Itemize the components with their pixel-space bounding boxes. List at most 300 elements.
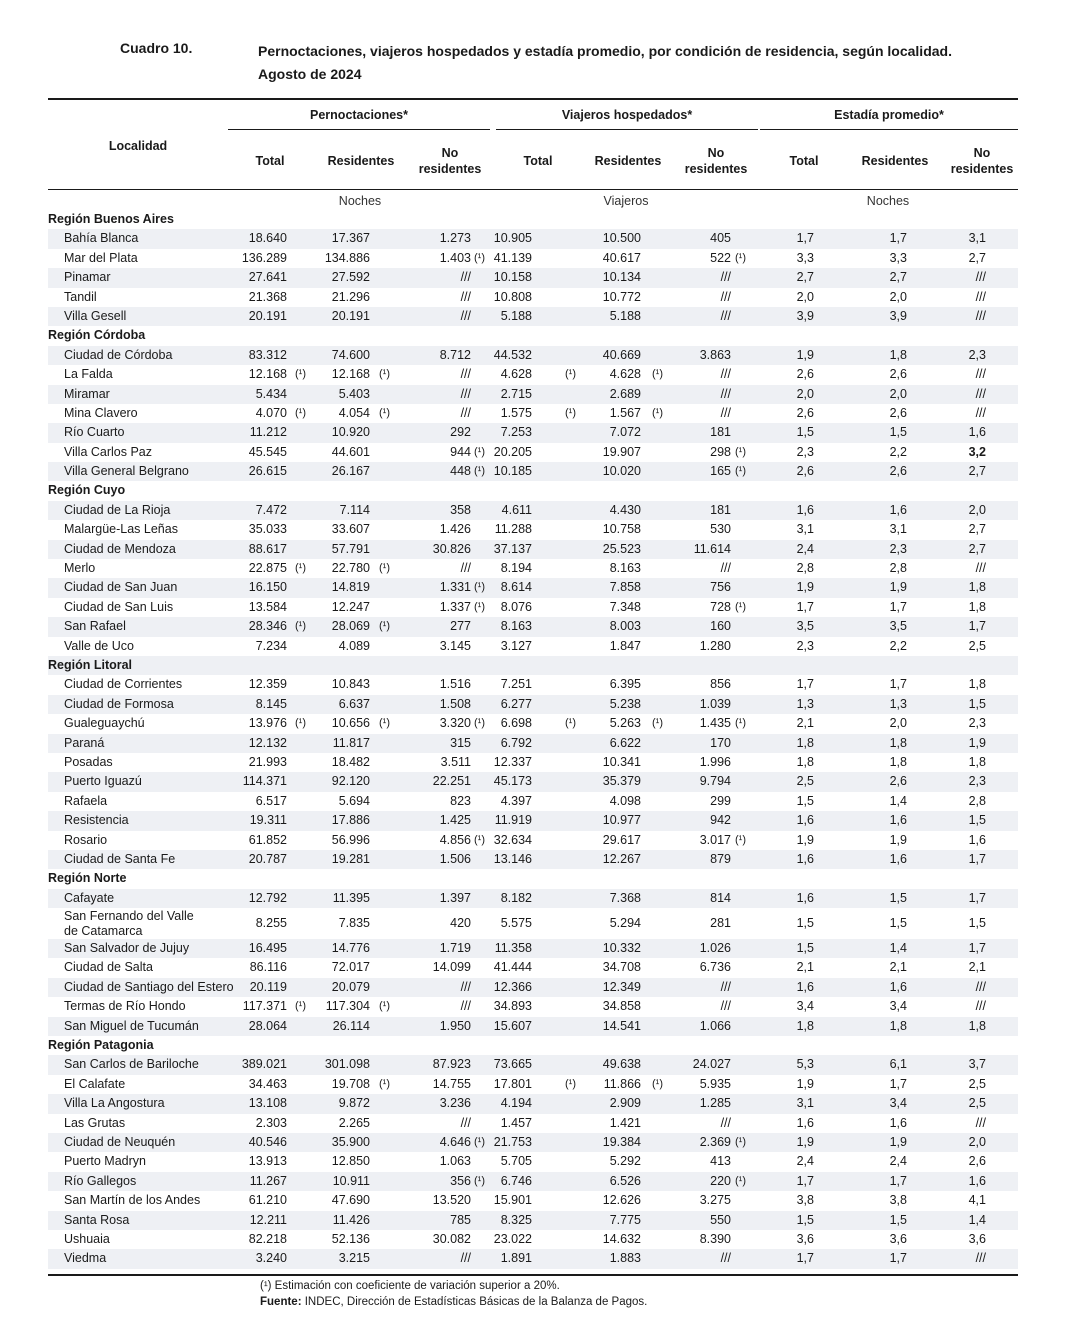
column-header-total-1: Total: [255, 154, 285, 168]
table-row: [48, 792, 1018, 811]
cell-value: 12.792: [248, 890, 287, 905]
cell-value: ///: [460, 561, 471, 576]
cell-value: 1,6: [796, 502, 814, 517]
cell-value: 3,1: [796, 1096, 814, 1111]
cell-value: 14.819: [331, 580, 370, 595]
table-row: [48, 1114, 1018, 1133]
table-row: [48, 540, 1018, 559]
cell-value: 12.211: [249, 1212, 287, 1227]
estimate-mark: (¹): [652, 368, 663, 381]
cell-value: 2,3: [968, 774, 986, 789]
locality-name-line-1: San Fernando del Valle: [64, 909, 194, 924]
cell-value: 10.772: [602, 289, 641, 304]
estimate-mark: (¹): [565, 368, 576, 381]
cell-value: 420: [450, 916, 471, 931]
cell-value: 6.698: [500, 716, 532, 731]
header-rule: [48, 189, 1018, 190]
title-line-2: Agosto de 2024: [258, 66, 362, 82]
cell-value: 522: [710, 250, 731, 265]
cell-value: 6.517: [255, 793, 287, 808]
cell-value: 1,6: [796, 979, 814, 994]
locality-name: Mina Clavero: [64, 405, 138, 420]
cell-value: ///: [460, 999, 471, 1014]
locality-name: Ciudad de Formosa: [64, 696, 174, 711]
cell-value: 13.913: [248, 1154, 287, 1169]
cell-value: 88.617: [248, 541, 287, 556]
cell-value: 5.292: [609, 1154, 641, 1169]
cell-value: 2,0: [968, 502, 986, 517]
table-row: [48, 695, 1018, 714]
table-number: Cuadro 10.: [120, 40, 193, 56]
cell-value: 1,6: [889, 979, 907, 994]
cell-value: ///: [460, 405, 471, 420]
cell-value: 2,7: [968, 522, 986, 537]
cell-value: 2,5: [968, 1076, 986, 1091]
locality-name: Ciudad de La Rioja: [64, 502, 171, 517]
cell-value: 17.801: [493, 1076, 532, 1091]
group-rule-3: [760, 129, 1018, 130]
cell-value: 1,7: [889, 1173, 907, 1188]
cell-value: 2,5: [968, 1096, 986, 1111]
cell-value: 165: [710, 464, 731, 479]
estimate-mark: (¹): [652, 717, 663, 730]
cell-value: 41.444: [493, 960, 532, 975]
cell-value: 40.546: [248, 1134, 287, 1149]
cell-value: 292: [450, 425, 471, 440]
cell-value: 15.607: [493, 1018, 532, 1033]
cell-value: 2.303: [255, 1115, 287, 1130]
table-row: [48, 1249, 1018, 1268]
cell-value: 2,6: [889, 405, 907, 420]
cell-value: 1,5: [889, 916, 907, 931]
cell-value: 8.194: [500, 561, 532, 576]
cell-value: ///: [720, 1115, 731, 1130]
cell-value: 11.288: [494, 522, 532, 537]
cell-value: 19.907: [602, 444, 641, 459]
cell-value: 3,6: [796, 1231, 814, 1246]
cell-value: 4.098: [609, 793, 641, 808]
cell-value: 814: [710, 890, 731, 905]
estimate-mark: (¹): [474, 1174, 485, 1187]
cell-value: 8.163: [609, 561, 641, 576]
cell-value: 23.022: [493, 1231, 532, 1246]
cell-value: 20.191: [331, 308, 370, 323]
cell-value: 33.607: [331, 522, 370, 537]
cell-value: 1,8: [796, 1018, 814, 1033]
cell-value: 1,7: [796, 231, 814, 246]
table-row: [48, 1152, 1018, 1171]
cell-value: 1,7: [889, 231, 907, 246]
cell-value: 1,9: [968, 735, 986, 750]
table-row: [48, 559, 1018, 578]
cell-value: 1,8: [968, 677, 986, 692]
cell-value: 1,8: [968, 1018, 986, 1033]
locality-name: Ciudad de San Juan: [64, 580, 178, 595]
cell-value: 17.886: [331, 813, 370, 828]
cell-value: 1,7: [968, 890, 986, 905]
cell-value: 1,9: [796, 580, 814, 595]
cell-value: 19.708: [331, 1076, 370, 1091]
locality-name: Ciudad de Salta: [64, 960, 153, 975]
cell-value: 27.641: [248, 270, 287, 285]
region-name: Región Buenos Aires: [48, 212, 174, 226]
cell-value: 30.082: [432, 1231, 471, 1246]
cell-value: 6,1: [889, 1057, 907, 1072]
cell-value: 1.403: [439, 250, 471, 265]
column-header-no-residentes-1: No residentes: [418, 146, 482, 176]
cell-value: 1,7: [796, 1251, 814, 1266]
cell-value: 7.114: [339, 502, 370, 517]
cell-value: 5.935: [699, 1076, 731, 1091]
cell-value: 8.712: [439, 347, 471, 362]
cell-value: 4.856: [439, 832, 471, 847]
column-header-residentes-3: Residentes: [861, 154, 929, 168]
cell-value: 2,6: [889, 774, 907, 789]
estimate-mark: (¹): [735, 717, 746, 730]
cell-value: 11.866: [603, 1076, 641, 1091]
cell-value: 21.993: [248, 754, 287, 769]
cell-value: 1.457: [500, 1115, 532, 1130]
table-row: [48, 1094, 1018, 1113]
cell-value: 11.358: [494, 941, 532, 956]
cell-value: 20.205: [493, 444, 532, 459]
cell-value: 1,8: [889, 754, 907, 769]
cell-value: ///: [460, 308, 471, 323]
cell-value: 8.145: [255, 696, 287, 711]
locality-name: San Martín de los Andes: [64, 1193, 201, 1208]
cell-value: 1.331: [439, 580, 471, 595]
cell-value: 74.600: [331, 347, 370, 362]
locality-name: Puerto Madryn: [64, 1154, 146, 1169]
cell-value: 2,5: [796, 774, 814, 789]
cell-value: ///: [720, 405, 731, 420]
cell-value: 1.567: [609, 405, 641, 420]
cell-value: 3,9: [796, 308, 814, 323]
cell-value: 7.368: [609, 890, 641, 905]
locality-name: Resistencia: [64, 813, 129, 828]
cell-value: 37.137: [493, 541, 532, 556]
cell-value: 2.265: [338, 1115, 370, 1130]
table-row: [48, 939, 1018, 958]
cell-value: 34.893: [493, 999, 532, 1014]
cell-value: 1,5: [796, 941, 814, 956]
cell-value: 3,3: [796, 250, 814, 265]
cell-value: 1,7: [968, 619, 986, 634]
cell-value: 879: [710, 851, 731, 866]
cell-value: 86.116: [249, 960, 287, 975]
cell-value: 2,1: [796, 716, 814, 731]
cell-value: 2,7: [968, 464, 986, 479]
cell-value: 1,7: [796, 1173, 814, 1188]
column-header-total-3: Total: [789, 154, 819, 168]
table-row: [48, 404, 1018, 423]
table-row: [48, 1017, 1018, 1036]
estimate-mark: (¹): [735, 465, 746, 478]
cell-value: 8.255: [255, 916, 287, 931]
cell-value: 530: [710, 522, 731, 537]
cell-value: 1.506: [439, 851, 471, 866]
cell-value: 1,6: [889, 813, 907, 828]
estimate-mark: (¹): [379, 562, 390, 575]
estimate-mark: (¹): [735, 251, 746, 264]
cell-value: 5.294: [609, 916, 641, 931]
table-row: [48, 772, 1018, 791]
locality-name: El Calafate: [64, 1076, 126, 1091]
cell-value: 1,7: [889, 599, 907, 614]
cell-value: 117.371: [242, 999, 287, 1014]
cell-value: 5.434: [255, 386, 287, 401]
cell-value: 20.119: [249, 979, 287, 994]
cell-value: 15.901: [493, 1193, 532, 1208]
locality-name: Mar del Plata: [64, 250, 138, 265]
cell-value: 3.863: [699, 347, 731, 362]
cell-value: 20.787: [248, 851, 287, 866]
estimate-mark: (¹): [474, 1135, 485, 1148]
locality-name: Ciudad de Santa Fe: [64, 851, 176, 866]
cell-value: 1.426: [439, 522, 471, 537]
cell-value: ///: [720, 289, 731, 304]
cell-value: 1,6: [968, 832, 986, 847]
cell-value: 9.794: [699, 774, 731, 789]
locality-name: Posadas: [64, 754, 113, 769]
locality-name: Merlo: [64, 561, 96, 576]
cell-value: 10.341: [602, 754, 641, 769]
unit-label-viajeros: Viajeros: [603, 194, 649, 208]
locality-name: La Falda: [64, 367, 113, 382]
cell-value: 3.145: [439, 638, 471, 653]
cell-value: 2,1: [889, 960, 907, 975]
column-header-residentes-1: Residentes: [327, 154, 395, 168]
table-row: [48, 1191, 1018, 1210]
table-row: [48, 249, 1018, 268]
estimate-mark: (¹): [295, 562, 306, 575]
cell-value: 5.188: [609, 308, 641, 323]
cell-value: 8.076: [500, 599, 532, 614]
cell-value: 5.238: [609, 696, 641, 711]
cell-value: 3.511: [440, 754, 471, 769]
cell-value: 35.900: [331, 1134, 370, 1149]
locality-name: Villa La Angostura: [64, 1096, 165, 1111]
cell-value: 823: [450, 793, 471, 808]
estimate-mark: (¹): [735, 600, 746, 613]
cell-value: 7.775: [609, 1212, 641, 1227]
table-row: [48, 978, 1018, 997]
table-row: [48, 908, 1018, 939]
region-name: Región Córdoba: [48, 328, 146, 343]
cell-value: 2,4: [796, 1154, 814, 1169]
locality-name: Viedma: [64, 1251, 107, 1266]
table-row: [48, 423, 1018, 442]
cell-value: 10.920: [331, 425, 370, 440]
cell-value: ///: [975, 270, 986, 285]
cell-value: ///: [720, 386, 731, 401]
cell-value: 2,3: [796, 444, 814, 459]
cell-value: 2,3: [968, 716, 986, 731]
table-row: [48, 1211, 1018, 1230]
cell-value: 8.003: [609, 619, 641, 634]
cell-value: 1,7: [796, 599, 814, 614]
cell-value: 61.210: [248, 1193, 287, 1208]
cell-value: ///: [975, 289, 986, 304]
locality-name: San Carlos de Bariloche: [64, 1057, 199, 1072]
column-header-no-residentes-3: No residentes: [950, 146, 1014, 176]
locality-name: Bahía Blanca: [64, 231, 139, 246]
locality-name: Ciudad de Corrientes: [64, 677, 183, 692]
cell-value: 83.312: [248, 347, 287, 362]
cell-value: 134.886: [324, 250, 370, 265]
cell-value: 1,5: [968, 916, 986, 931]
cell-value: 550: [710, 1212, 731, 1227]
cell-value: 1,6: [889, 1115, 907, 1130]
cell-value: 1,5: [796, 916, 814, 931]
cell-value: 1,5: [796, 1212, 814, 1227]
cell-value: 114.371: [242, 774, 287, 789]
locality-name: Villa Gesell: [64, 308, 127, 323]
cell-value: 1.950: [439, 1018, 471, 1033]
cell-value: 1,8: [889, 735, 907, 750]
cell-value: 11.267: [249, 1173, 287, 1188]
cell-value: 2,4: [889, 1154, 907, 1169]
table-row: [48, 1172, 1018, 1191]
cell-value: 6.526: [609, 1173, 641, 1188]
estimate-mark: (¹): [474, 717, 485, 730]
cell-value: 1.883: [609, 1251, 641, 1266]
cell-value: 3.240: [255, 1251, 287, 1266]
table-row: [48, 520, 1018, 539]
cell-value: 4.646: [439, 1134, 471, 1149]
cell-value: 856: [710, 677, 731, 692]
cell-value: 1,8: [889, 347, 907, 362]
locality-name: Rosario: [64, 832, 108, 847]
estimate-mark: (¹): [379, 717, 390, 730]
locality-name: Río Gallegos: [64, 1173, 137, 1188]
region-header-row: [48, 656, 1018, 675]
table-row: [48, 346, 1018, 365]
cell-value: 358: [450, 502, 471, 517]
cell-value: 3.236: [439, 1096, 471, 1111]
cell-value: 3,5: [796, 619, 814, 634]
cell-value: 1,5: [968, 696, 986, 711]
region-name: Región Patagonia: [48, 1038, 154, 1053]
cell-value: 10.332: [602, 941, 641, 956]
cell-value: 1,8: [968, 580, 986, 595]
cell-value: 20.079: [331, 979, 370, 994]
cell-value: 7.472: [255, 502, 287, 517]
cell-value: 10.758: [602, 522, 641, 537]
group-rule-2: [496, 129, 758, 130]
cell-value: 2,4: [796, 541, 814, 556]
cell-value: 2,6: [796, 405, 814, 420]
cell-value: 8.325: [500, 1212, 532, 1227]
cell-value: 6.746: [500, 1173, 532, 1188]
cell-value: 27.592: [331, 270, 370, 285]
cell-value: 2,7: [889, 270, 907, 285]
cell-value: 2,7: [968, 541, 986, 556]
cell-value: 21.753: [493, 1134, 532, 1149]
cell-value: 8.614: [500, 580, 532, 595]
cell-value: 7.072: [609, 425, 641, 440]
locality-name: Ciudad de Córdoba: [64, 347, 173, 362]
cell-value: 3,6: [889, 1231, 907, 1246]
locality-name: Pinamar: [64, 270, 111, 285]
cell-value: 10.134: [602, 270, 641, 285]
cell-value: 2,1: [796, 960, 814, 975]
cell-value: 2,7: [968, 250, 986, 265]
cell-value: 1,9: [889, 1134, 907, 1149]
cell-value: 136.289: [241, 250, 287, 265]
cell-value: 756: [710, 580, 731, 595]
region-header-row: [48, 481, 1018, 500]
top-rule: [48, 98, 1018, 100]
cell-value: 281: [710, 916, 731, 931]
cell-value: 28.064: [248, 1018, 287, 1033]
table-row: [48, 598, 1018, 617]
estimate-mark: (¹): [474, 465, 485, 478]
cell-value: 1,8: [968, 754, 986, 769]
cell-value: 11.395: [332, 890, 370, 905]
cell-value: 3.215: [338, 1251, 370, 1266]
cell-value: ///: [460, 270, 471, 285]
cell-value: 1,9: [796, 1134, 814, 1149]
cell-value: 1,3: [889, 696, 907, 711]
cell-value: 6.277: [500, 696, 532, 711]
cell-value: 1,8: [796, 754, 814, 769]
cell-value: 1,9: [796, 832, 814, 847]
cell-value: 1.425: [439, 813, 471, 828]
cell-value: ///: [720, 270, 731, 285]
cell-value: 2,1: [968, 960, 986, 975]
cell-value: ///: [720, 999, 731, 1014]
cell-value: 8.182: [500, 890, 532, 905]
cell-value: 2,7: [796, 270, 814, 285]
locality-name: San Rafael: [64, 619, 126, 634]
cell-value: 14.755: [432, 1076, 471, 1091]
cell-value: 14.099: [432, 960, 471, 975]
cell-value: 41.139: [493, 250, 532, 265]
cell-value: 3,2: [968, 444, 986, 459]
locality-name: Ciudad de San Luis: [64, 599, 174, 614]
cell-value: 1,8: [968, 599, 986, 614]
table-row: [48, 1075, 1018, 1094]
column-header-residentes-2: Residentes: [594, 154, 662, 168]
cell-value: ///: [460, 386, 471, 401]
cell-value: ///: [975, 561, 986, 576]
cell-value: 40.669: [602, 347, 641, 362]
locality-name: Villa General Belgrano: [64, 464, 189, 479]
estimate-mark: (¹): [735, 445, 746, 458]
locality-name: Puerto Iguazú: [64, 774, 142, 789]
cell-value: 40.617: [602, 250, 641, 265]
cell-value: 10.977: [602, 813, 641, 828]
cell-value: 2,8: [968, 793, 986, 808]
cell-value: 4.397: [500, 793, 532, 808]
cell-value: 35.033: [248, 522, 287, 537]
cell-value: 45.173: [493, 774, 532, 789]
locality-name: Ciudad de Mendoza: [64, 541, 176, 556]
cell-value: 13.108: [248, 1096, 287, 1111]
table-row: [48, 714, 1018, 733]
cell-value: 1,5: [796, 425, 814, 440]
cell-value: 34.463: [248, 1076, 287, 1091]
table-body: [48, 210, 1018, 1269]
estimate-mark: (¹): [735, 833, 746, 846]
cell-value: 389.021: [241, 1057, 287, 1072]
cell-value: 2,0: [889, 289, 907, 304]
cell-value: 10.656: [331, 716, 370, 731]
cell-value: ///: [460, 979, 471, 994]
table-row: [48, 997, 1018, 1016]
locality-name: Malargüe-Las Leñas: [64, 522, 178, 537]
